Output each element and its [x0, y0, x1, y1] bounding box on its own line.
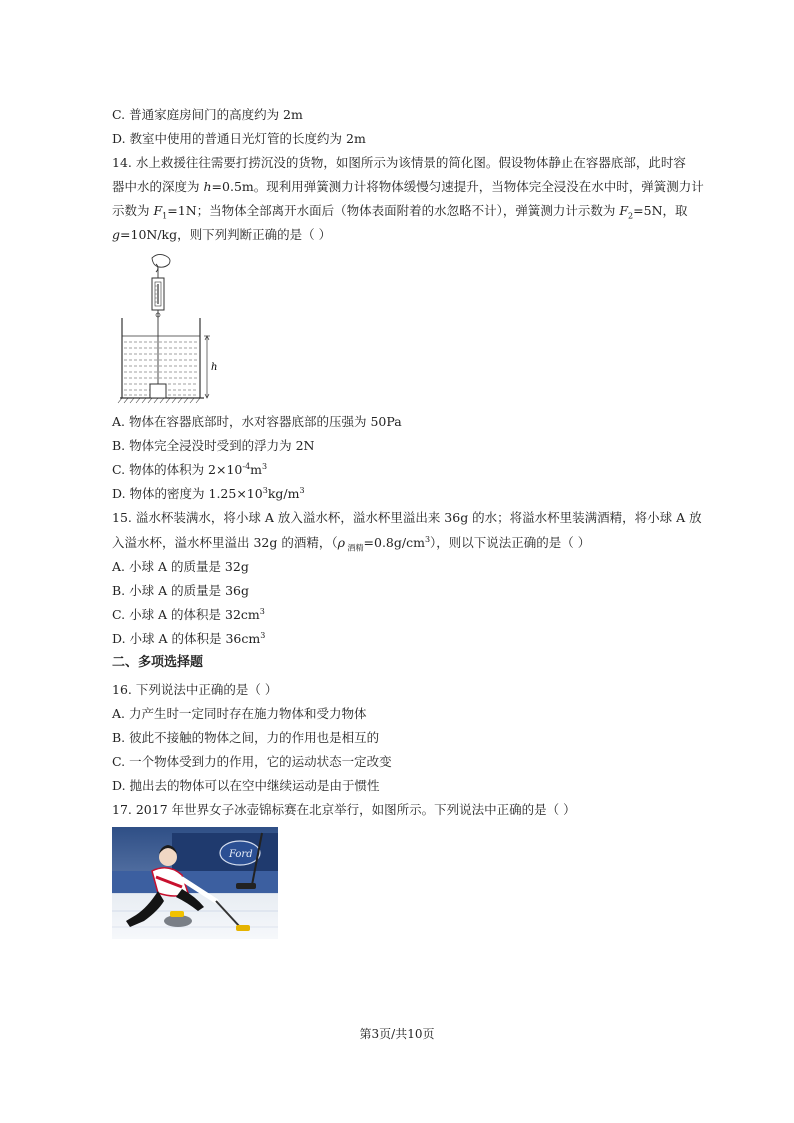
q14-stem-line1: 14. 水上救援往往需要打捞沉没的货物，如图所示为该情景的简化图。假设物体静止在容器底部，此时容: [112, 155, 686, 170]
q15-option-b: B. 小球 A 的质量是 36g: [112, 583, 249, 598]
submerged-block: [150, 384, 166, 398]
q15-stem-line1: 15. 溢水杯装满水，将小球 A 放入溢水杯，溢水杯里溢出来 36g 的水；将溢水杯里装满酒精，将小球 A 放: [112, 510, 702, 525]
q16-option-c: C. 一个物体受到力的作用，它的运动状态一定改变: [112, 754, 392, 769]
svg-text:Ford: Ford: [229, 849, 253, 860]
q16-option-d: D. 抛出去的物体可以在空中继续运动是由于惯性: [112, 778, 380, 793]
q16-option-a: A. 力产生时一定同时存在施力物体和受力物体: [112, 706, 367, 721]
q14-option-a: A. 物体在容器底部时，水对容器底部的压强为 50Pa: [112, 414, 402, 429]
q14-stem-line4: g=10N/kg，则下列判断正确的是（ ）: [112, 227, 332, 242]
q15-option-a: A. 小球 A 的质量是 32g: [112, 559, 249, 574]
q15-stem-line2: 入溢水杯，溢水杯里溢出 32g 的酒精，（ρ $_{酒精}=0.8g/cm^3$），则以下说法正确的是（ ）: [112, 534, 591, 553]
depth-label: h: [211, 362, 218, 373]
section-heading-multiple-choice: 二、多项选择题: [112, 655, 204, 670]
q16-stem: 16. 下列说法中正确的是（ ）: [112, 682, 278, 697]
q15-option-c: C. 小球 A 的体积是 $32cm^3$: [112, 606, 265, 622]
hand-icon: [152, 254, 170, 267]
q17-stem: 17. 2017 年世界女子冰壶锦标赛在北京举行，如图所示。下列说法中正确的是（ ）: [112, 802, 576, 817]
page-footer: 第3页/共10页: [359, 1027, 435, 1041]
q14-stem-line2: 器中水的深度为 h=0.5m。现利用弹簧测力计将物体缓慢匀速提升，当物体完全浸没在水中时，弹簧测力计: [112, 179, 704, 194]
q14-option-d: D. 物体的密度为 $1.25\times 10^3kg/m^3$: [112, 485, 305, 501]
curling-photo: [112, 827, 278, 939]
q16-option-b: B. 彼此不接触的物体之间，力的作用也是相互的: [112, 730, 380, 745]
q13-option-d: D. 教室中使用的普通日光灯管的长度约为 2m: [112, 131, 366, 146]
q15-option-d: D. 小球 A 的体积是 $36cm^3$: [112, 630, 266, 646]
q14-option-b: B. 物体完全浸没时受到的浮力为 2N: [112, 438, 315, 453]
q14-option-c: C. 物体的体积为 $2\times 10^{-4}m^3$: [112, 461, 268, 477]
q14-stem-line3: 示数为 $F_1=1N$；当物体全部离开水面后（物体表面附着的水忽略不计），弹簧测力计示数为 $F_2=5N$，取: [112, 203, 688, 221]
q13-option-c: C. 普通家庭房间门的高度约为 2m: [112, 107, 303, 122]
spring-scale-container-figure: [112, 252, 222, 404]
